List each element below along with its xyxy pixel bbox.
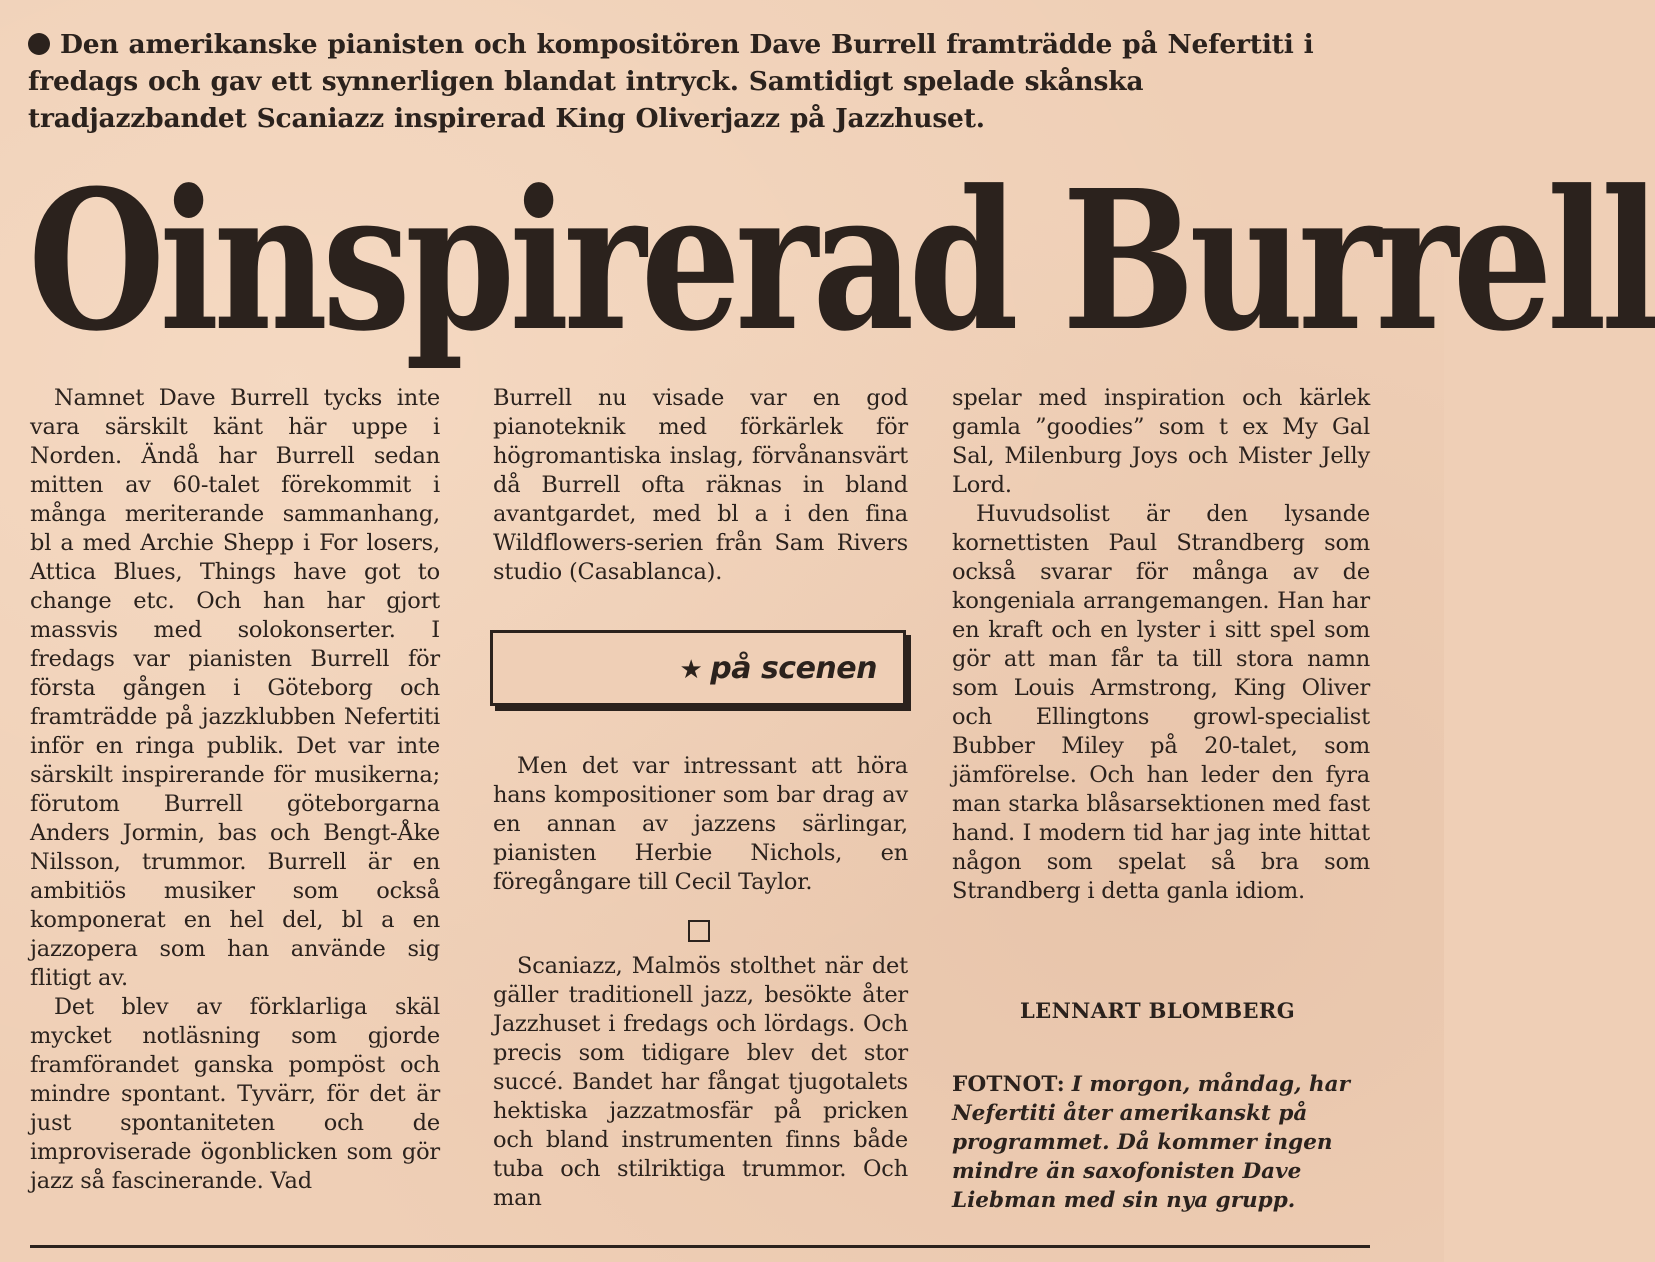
paragraph: Scaniazz, Malmös stolthet när det gäller traditionell jazz, besökte åter Jazzhuset i fredags och lördags. Och precis som tidigare blev det stor succé. Bandet har fångat tjugotalets hektiska jazzatmosfär på pricken och bland instrumenten finns både tuba och stilriktiga trummor. Och man <box>493 953 908 1211</box>
paragraph: Det blev av förklarliga skäl mycket notläsning som gjorde framförandet ganska pompöst och mindre spontant. Tyvärr, för det är just spontaniteten och de improviserade ögonblicken som gör jazz så fascinerande. Vad <box>30 994 440 1194</box>
divider <box>30 1245 1370 1248</box>
paragraph: Men det var intressant att höra hans kompositioner som bar drag av en annan av jazzens särlingar, pianisten Herbie Nichols, en föregångare till Cecil Taylor. <box>493 753 908 895</box>
section-label-text: på scenen <box>710 651 877 686</box>
column-1 <box>30 384 440 1196</box>
section-label-box <box>490 630 906 706</box>
section-separator-icon <box>688 920 710 942</box>
bullet-icon <box>28 33 50 55</box>
paragraph: spelar med inspiration och kärlek gamla ”goodies” som t ex My Gal Sal, Milenburg Joys och Mister Jelly Lord. <box>952 385 1370 498</box>
column-2-middle <box>493 752 908 897</box>
paragraph: Namnet Dave Burrell tycks inte vara särskilt känt här uppe i Norden. Ändå har Burrell sedan mitten av 60-talet förekommit i många meriterande sammanhang, bl a med Archie Shepp i For losers, Attica Blues, Things have got to change etc. Och han har gjort massvis med solokonserter. I fredags var pianisten Burrell för första gången i Göteborg och framträdde på jazzklubben Nefertiti inför en ringa publik. Det var inte särskilt inspirerande för musikerna; förutom Burrell göteborgarna Anders Jormin, bas och Bengt-Åke Nilsson, trummor. Burrell är en ambitiös musiker som också komponerat en hel del, bl a en jazzopera som han använde sig flitigt av. <box>30 385 440 991</box>
paragraph: Burrell nu visade var en god pianoteknik med förkärlek för högromantiska inslag, förvånansvärt då Burrell ofta räknas in bland avantgardet, med bl a i den fina Wildflowers-serien från Sam Rivers studio (Casablanca). <box>493 385 908 585</box>
footnote <box>952 1070 1370 1215</box>
footnote-label: FOTNOT: <box>952 1072 1065 1097</box>
column-2-top <box>493 384 908 587</box>
lead-text: Den amerikanske pianisten och kompositören Dave Burrell framträdde på Nefertiti i fredags och gav ett synnerligen blandat intryck. Samtidigt spelade skånska tradjazzbandet Scaniazz inspirerad King Oliverjazz på Jazzhuset. <box>28 29 1314 134</box>
column-3 <box>952 384 1370 906</box>
paragraph: Huvudsolist är den lysande kornettisten Paul Strandberg som också svarar för många av de kongeniala arrangemangen. Han har en kraft och en lyster i sitt spel som gör att man får ta till stora namn som Louis Armstrong, King Oliver och Ellingtons growl-specialist Bubber Miley på 20-talet, som jämförelse. Och han leder den fyra man starka blåsarsektionen med fast hand. I modern tid har jag inte hittat någon som spelat så bra som Strandberg i detta ganla idiom. <box>952 501 1370 904</box>
column-2-bottom <box>493 952 908 1213</box>
star-icon: ★ <box>679 655 703 685</box>
byline: LENNART BLOMBERG <box>1020 998 1296 1023</box>
headline: Oinspirerad Burrell <box>28 149 1655 374</box>
footnote-text: I morgon, måndag, har Nefertiti åter amerikanskt på programmet. Då kommer ingen mindre än saxofonisten Dave Liebman med sin nya grupp. <box>952 1072 1350 1213</box>
section-label <box>679 651 877 686</box>
article-lead <box>28 26 1368 137</box>
